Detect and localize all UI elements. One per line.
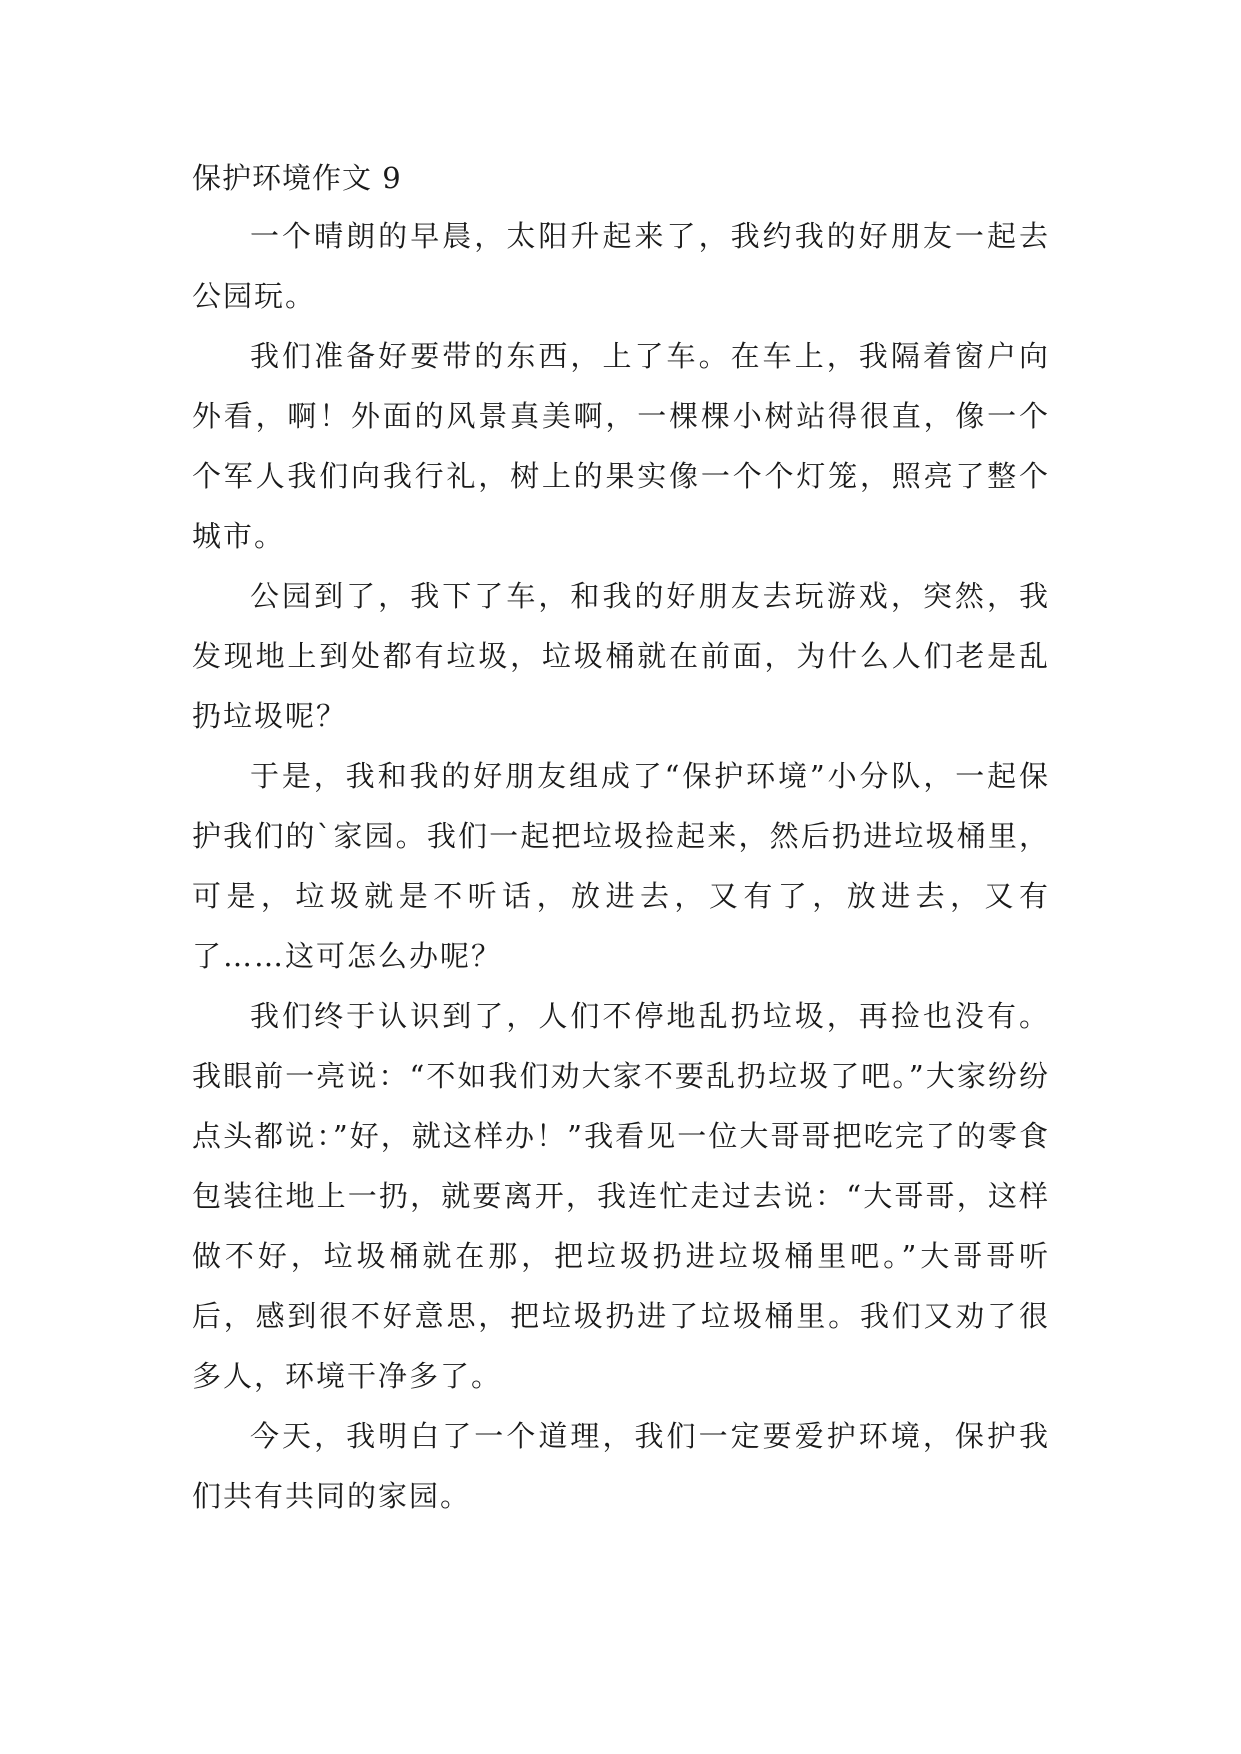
paragraph-4: 于是，我和我的好朋友组成了“保护环境”小分队，一起保护我们的`家园。我们一起把垃圾捡起来，然后扔进垃圾桶里，可是，垃圾就是不听话，放进去，又有了，放进去，又有了……这可怎么办呢？: [192, 759, 1050, 973]
document-title: 保护环境作文 9: [192, 161, 402, 195]
paragraph-1: 一个晴朗的早晨，太阳升起来了，我约我的好朋友一起去公园玩。: [192, 219, 1050, 313]
paragraph-2: 我们准备好要带的东西，上了车。在车上，我隔着窗户向外看，啊！外面的风景真美啊，一棵棵小树站得很直，像一个个军人我们向我行礼，树上的果实像一个个灯笼，照亮了整个城市。: [192, 339, 1050, 553]
paragraph-6: 今天，我明白了一个道理，我们一定要爱护环境，保护我们共有共同的家园。: [192, 1419, 1050, 1513]
paragraph-5: 我们终于认识到了，人们不停地乱扔垃圾，再捡也没有。我眼前一亮说：“不如我们劝大家不要乱扔垃圾了吧。”大家纷纷点头都说：”好，就这样办！”我看见一位大哥哥把吃完了的零食包装往地上一扔，就要离开，我连忙走过去说：“大哥哥，这样做不好，垃圾桶就在那，把垃圾扔进垃圾桶里吧。”大哥哥听后，感到很不好意思，把垃圾扔进了垃圾桶里。我们又劝了很多人，环境干净多了。: [192, 999, 1050, 1393]
document-page: [192, 158, 1050, 1526]
paragraph-3: 公园到了，我下了车，和我的好朋友去玩游戏，突然，我发现地上到处都有垃圾，垃圾桶就在前面，为什么人们老是乱扔垃圾呢？: [192, 579, 1050, 733]
